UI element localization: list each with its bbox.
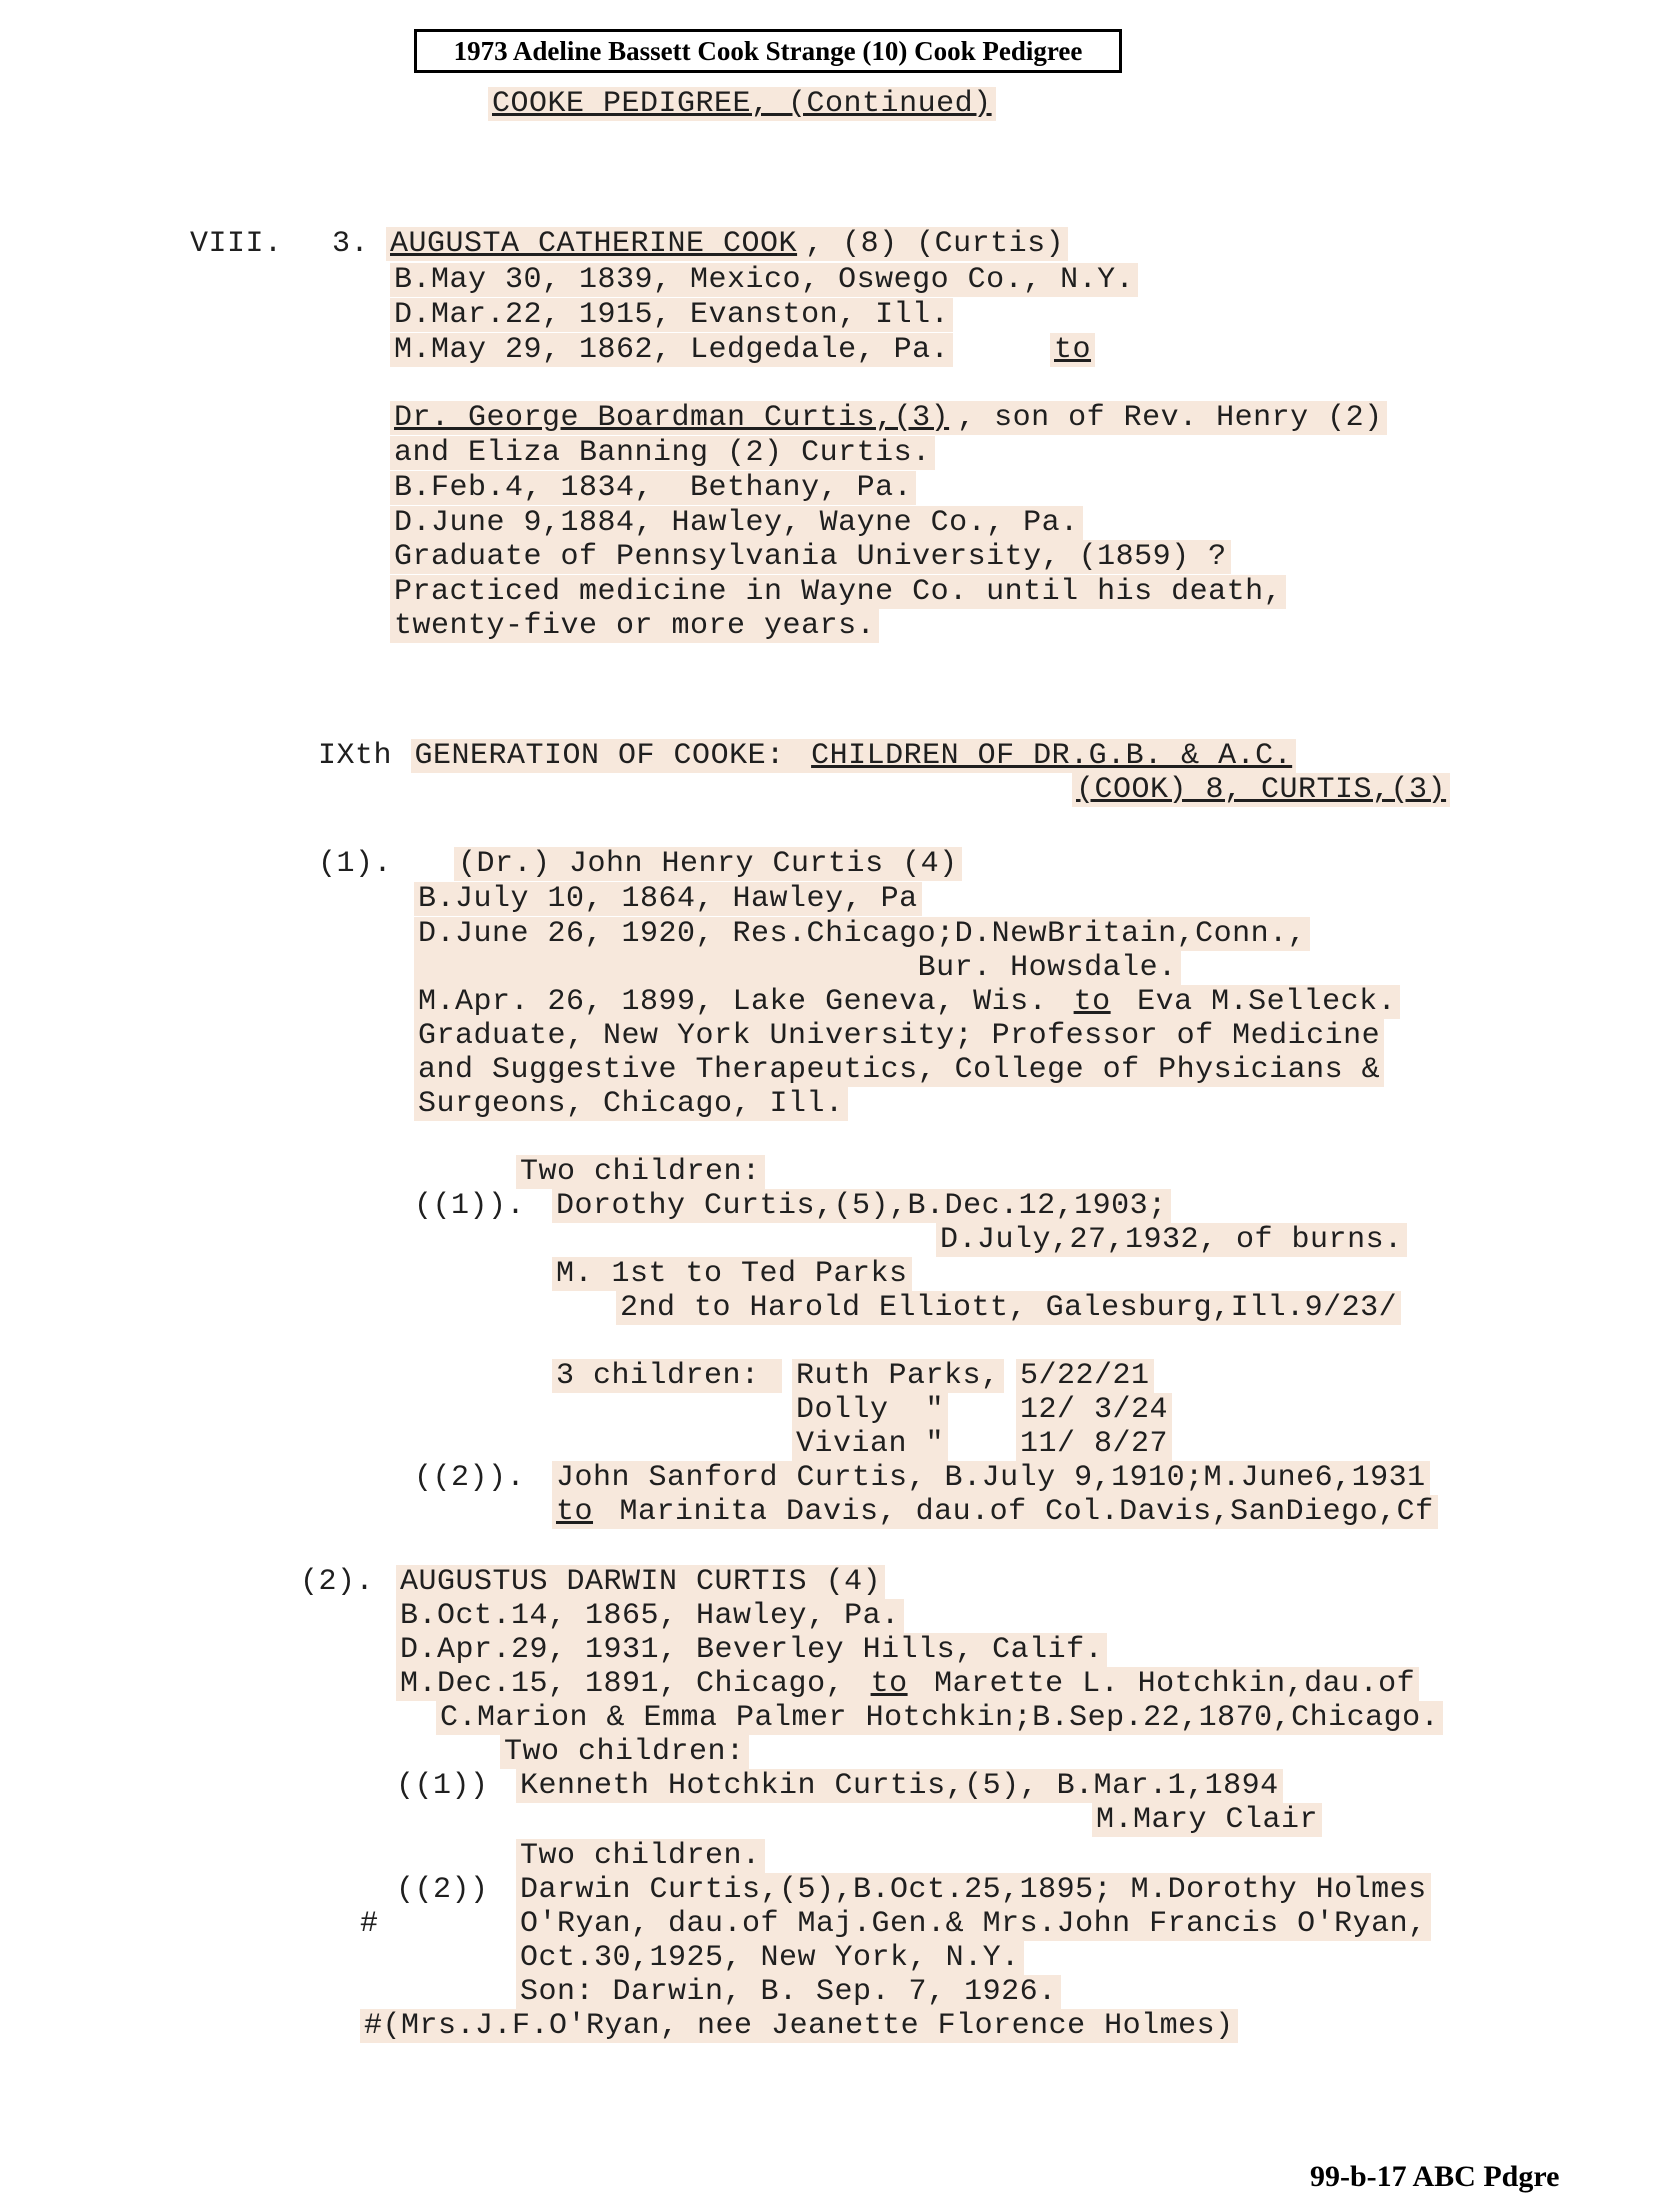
children-count: Two children: [516,1156,765,1188]
child-name: (Dr.) John Henry Curtis (4) [454,848,962,880]
grandchild-line: O'Ryan, dau.of Maj.Gen.& Mrs.John Francis O'Ryan, [516,1908,1431,1940]
grandchild-line: Kenneth Hotchkin Curtis,(5), B.Mar.1,1894 [516,1770,1283,1802]
footnote-marker: # [360,1907,379,1941]
page-title: COOKE PEDIGREE, (Continued) [488,88,996,120]
child-marriage: M.Dec.15, 1891, Chicago, to Marette L. Hotchkin,dau.of [396,1668,1419,1700]
grandchild-line: Darwin Curtis,(5),B.Oct.25,1895; M.Dorothy Holmes [516,1874,1431,1906]
grandchild-number: ((1)). [414,1189,526,1223]
person-name: AUGUSTA CATHERINE COOK [386,227,801,261]
grandchild-line: Oct.30,1925, New York, N.Y. [516,1942,1024,1974]
spouse-parentage: , son of Rev. Henry (2) [953,401,1387,435]
child-birth: B.July 10, 1864, Hawley, Pa [414,883,922,915]
person-name-suffix: , (8) (Curtis) [801,227,1068,261]
children-count: Two children. [516,1840,765,1872]
header-title: 1973 Adeline Bassett Cook Strange (10) Cook Pedigree [453,36,1083,66]
generation-heading-cont: (COOK) 8, CURTIS,(3) [1072,774,1450,806]
grandchild-line: to Marinita Davis, dau.of Col.Davis,SanDiego,Cf [552,1496,1438,1528]
grandchild-line: D.July,27,1932, of burns. [936,1224,1407,1256]
grandchild-line: Dorothy Curtis,(5),B.Dec.12,1903; [552,1190,1171,1222]
great-grandchild-date: 12/ 3/24 [1016,1394,1172,1426]
person-marriage: M.May 29, 1862, Ledgedale, Pa. [390,334,953,366]
child-bio: Surgeons, Chicago, Ill. [414,1088,848,1120]
grandchild-marriage: M. 1st to Ted Parks [552,1258,912,1290]
generation-numeral: VIII. [190,227,283,261]
child-death: D.Apr.29, 1931, Beverley Hills, Calif. [396,1634,1107,1666]
spouse-line: Practiced medicine in Wayne Co. until his death, [390,576,1286,608]
child-burial: Bur. Howsdale. [414,952,1181,984]
grandchild-line: Son: Darwin, B. Sep. 7, 1926. [516,1976,1061,2008]
spouse-line: and Eliza Banning (2) Curtis. [390,437,935,469]
spouse-line: Graduate of Pennsylvania University, (1859) ? [390,541,1231,573]
grandchild-number: ((2)) [396,1873,489,1907]
spouse-heading [390,402,1387,434]
document-header-box [414,29,1122,73]
great-grandchild-name: Vivian " [792,1428,948,1460]
footnote: #(Mrs.J.F.O'Ryan, nee Jeanette Florence Holmes) [360,2010,1238,2042]
spouse-line: twenty-five or more years. [390,610,879,642]
child-marriage: M.Apr. 26, 1899, Lake Geneva, Wis. to Eva M.Selleck. [414,986,1400,1018]
spouse-name: Dr. George Boardman Curtis,(3) [390,401,953,435]
great-grandchild-date: 11/ 8/27 [1016,1428,1172,1460]
entry-number: 3. [332,227,370,261]
child-marriage-cont: C.Marion & Emma Palmer Hotchkin;B.Sep.22,1870,Chicago. [436,1702,1443,1734]
person-heading [386,228,1068,260]
great-grandchild-name: Dolly " [792,1394,948,1426]
child-number: (2). [300,1565,375,1599]
spouse-line: B.Feb.4, 1834, Bethany, Pa. [390,472,916,504]
grandchild-number: ((2)). [414,1461,526,1495]
children-count: Two children: [500,1736,749,1768]
great-grandchild-name: Ruth Parks, [792,1360,1004,1392]
person-death: D.Mar.22, 1915, Evanston, Ill. [390,299,953,331]
child-bio: Graduate, New York University; Professor of Medicine [414,1020,1384,1052]
child-bio: and Suggestive Therapeutics, College of Physicians & [414,1054,1384,1086]
grandchild-marriage: 2nd to Harold Elliott, Galesburg,Ill.9/23/ [616,1292,1401,1324]
child-name: AUGUSTUS DARWIN CURTIS (4) [396,1566,885,1598]
spouse-line: D.June 9,1884, Hawley, Wayne Co., Pa. [390,507,1083,539]
grandchild-line: M.Mary Clair [1092,1804,1322,1836]
grandchild-line: John Sanford Curtis, B.July 9,1910;M.June6,1931 [552,1462,1430,1494]
document-code: 99-b-17 ABC Pdgre [1310,2160,1560,2193]
person-birth: B.May 30, 1839, Mexico, Oswego Co., N.Y. [390,264,1138,296]
child-birth: B.Oct.14, 1865, Hawley, Pa. [396,1600,904,1632]
child-number: (1). [318,847,393,881]
marriage-to: to [1050,334,1095,366]
child-death: D.June 26, 1920, Res.Chicago;D.NewBritain,Conn., [414,918,1310,950]
grandchild-number: ((1)) [396,1769,489,1803]
great-grandchild-date: 5/22/21 [1016,1360,1154,1392]
generation-heading: IXth GENERATION OF COOKE: CHILDREN OF DR.G.B. & A.C. [318,740,1296,772]
great-grandchildren-label: 3 children: [552,1360,782,1392]
